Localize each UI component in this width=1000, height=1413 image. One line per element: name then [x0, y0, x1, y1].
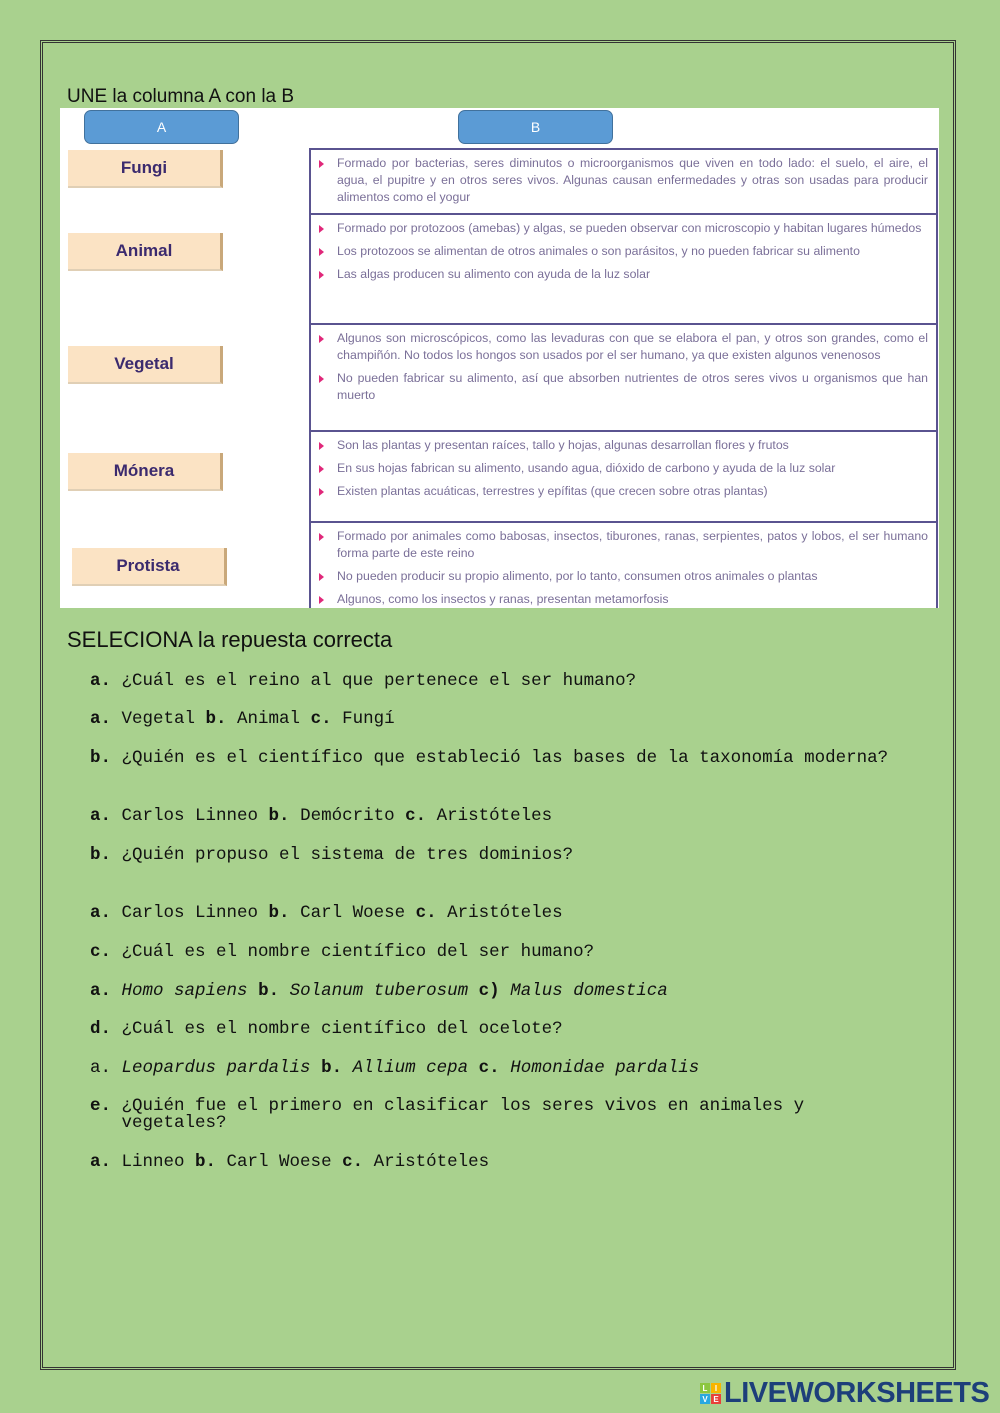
options-4[interactable]: a. Homo sapiens b. Solanum tuberosum c) Malus domestica — [90, 981, 668, 1001]
description-text: Existen plantas acuáticas, terrestres y epífitas (que crecen sobre otras plantas) — [337, 483, 928, 500]
description-text: En sus hojas fabrican su alimento, usando agua, dióxido de carbono y ayuda de la luz solar — [337, 460, 928, 477]
options-2[interactable]: a. Carlos Linneo b. Demócrito c. Aristóteles — [90, 806, 553, 826]
description-cell[interactable] — [311, 150, 936, 215]
question-1: a. ¿Cuál es el reino al que pertenece el ser humano? — [90, 671, 637, 691]
options-5[interactable]: a. Leopardus pardalis b. Allium cepa c. Homonidae pardalis — [90, 1058, 700, 1078]
description-text: Formado por bacterias, seres diminutos o microorganismos que viven en todo lado: el suelo, el aire, el agua, el pupitre y en otros seres vivos. Algunas causan enfermedades y otras son usadas para producir alimentos como el yogur — [337, 156, 928, 204]
description-text: Formado por protozoos (amebas) y algas, se pueden observar con microscopio y habitan lugares húmedos — [337, 220, 928, 237]
matching-image — [60, 108, 939, 608]
liveworksheets-logo — [700, 1377, 989, 1410]
question-3: b. ¿Quién propuso el sistema de tres dominios? — [90, 845, 574, 865]
options-6[interactable]: a. Linneo b. Carl Woese c. Aristóteles — [90, 1152, 490, 1172]
label-vegetal[interactable]: Vegetal — [68, 346, 223, 384]
logo-icon: L I V E — [700, 1383, 721, 1404]
descriptions-table — [309, 148, 938, 608]
description-cell[interactable] — [311, 432, 936, 523]
description-text: Formado por animales como babosas, insectos, tiburones, ranas, serpientes, patos y lobos, el ser humano forma parte de este reino — [337, 529, 928, 560]
column-b-header: B — [458, 110, 613, 144]
description-text: Son las plantas y presentan raíces, tallo y hojas, algunas desarrollan flores y frutos — [337, 437, 928, 454]
section-title-select: SELECIONA la repuesta correcta — [67, 627, 393, 652]
label-monera[interactable]: Mónera — [68, 453, 223, 491]
question-4: c. ¿Cuál es el nombre científico del ser humano? — [90, 942, 595, 962]
description-text: No pueden producir su propio alimento, por lo tanto, consumen otros animales o plantas — [337, 568, 928, 585]
label-protista[interactable]: Protista — [72, 548, 227, 586]
label-animal[interactable]: Animal — [68, 233, 223, 271]
description-text: Los protozoos se alimentan de otros animales o son parásitos, y no pueden fabricar su alimento — [337, 243, 928, 260]
description-text: Algunos son microscópicos, como las levaduras con que se elabora el pan, y otros son grandes, como el champiñón. No todos los hongos son usados por el ser humano, ya que existen algunos venenosos — [337, 331, 928, 362]
label-fungi[interactable]: Fungi — [68, 150, 223, 188]
question-5: d. ¿Cuál es el nombre científico del ocelote? — [90, 1019, 563, 1039]
question-6: e. ¿Quién fue el primero en clasificar los seres vivos en animales y vegetales? — [90, 1096, 805, 1133]
options-1[interactable]: a. Vegetal b. Animal c. Fungí — [90, 709, 395, 729]
column-a-header: A — [84, 110, 239, 144]
description-cell[interactable] — [311, 215, 936, 325]
description-text: No pueden fabricar su alimento, así que absorben nutrientes de otros seres vivos u organismos que han muerto — [337, 371, 928, 402]
description-text: Algunos, como los insectos y ranas, presentan metamorfosis — [337, 591, 928, 608]
section-title-match: UNE la columna A con la B — [67, 86, 295, 107]
description-cell[interactable] — [311, 523, 936, 608]
description-text: Las algas producen su alimento con ayuda de la luz solar — [337, 266, 928, 283]
brand-name: LIVEWORKSHEETS — [724, 1377, 990, 1409]
description-cell[interactable] — [311, 325, 936, 432]
options-3[interactable]: a. Carlos Linneo b. Carl Woese c. Aristóteles — [90, 903, 563, 923]
question-2: b. ¿Quién es el científico que estableció las bases de la taxonomía moderna? — [90, 748, 889, 768]
